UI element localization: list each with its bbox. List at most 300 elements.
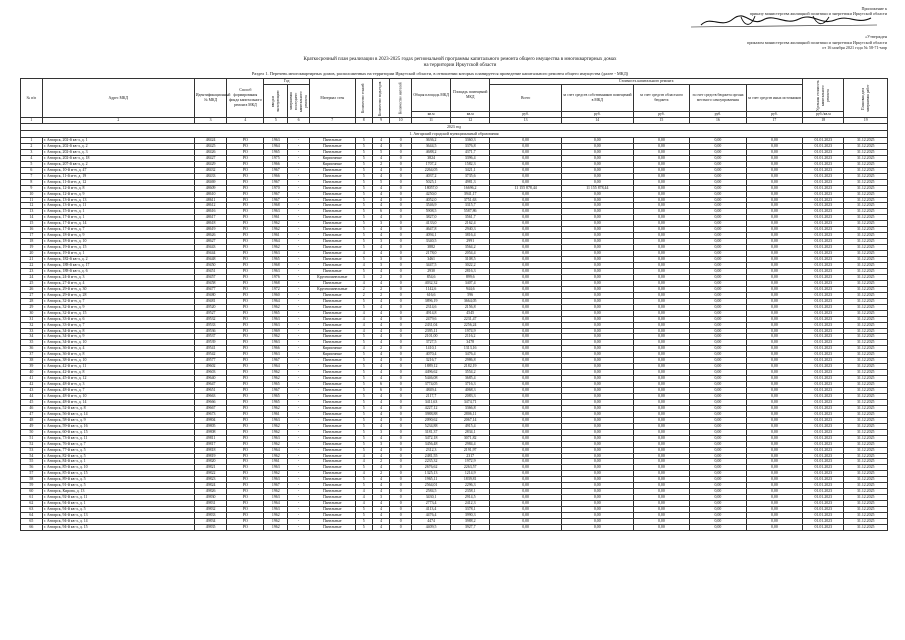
cell-house-id: 48429 (194, 161, 227, 167)
cell-entrances: 4 (372, 138, 389, 144)
cell-cost-region: 0,00 (633, 173, 689, 179)
cell-house-id: 49823 (194, 477, 227, 483)
cell-cost-local: 0,00 (690, 149, 746, 155)
cell-floors: 4 (355, 328, 372, 334)
cell-year-build: 1960 (264, 292, 288, 298)
cell-cost-region: 0,00 (633, 471, 689, 477)
cell-row-num: 53 (21, 447, 43, 453)
cell-planned-date: 31.12.2025 (844, 251, 888, 257)
cell-year-build: 1963 (264, 340, 288, 346)
cell-cost-owners: 0,00 (561, 405, 633, 411)
cell-cost-owners: 11 155 878,44 (561, 185, 633, 191)
cell-cost-owners: 0,00 (561, 143, 633, 149)
cell-area-living: 4915,4 (451, 423, 490, 429)
document-title (190, 57, 730, 70)
cell-year-build: 1967 (264, 483, 288, 489)
register-table (20, 78, 888, 531)
cell-area-living: 2162,4 (451, 221, 490, 227)
cell-cost-owners: 0,00 (561, 161, 633, 167)
cell-entrances: 4 (372, 447, 389, 453)
cell-floors: 5 (355, 143, 372, 149)
cell-planned-date: 31.12.2025 (844, 274, 888, 280)
cell-house-id: 49602 (194, 364, 227, 370)
cell-address: г. Ангарск, 45-й м-н, д. 12 (42, 376, 194, 382)
cell-cost-other: 0,00 (746, 352, 803, 358)
cell-row-num: 50 (21, 429, 43, 435)
cell-entrances: 4 (372, 417, 389, 423)
cell-year-build: 1967 (264, 191, 288, 197)
cell-floors: 5 (355, 304, 372, 310)
cell-cost-region: 0,00 (633, 263, 689, 269)
col-specific-cost: Удельная стоимость капитального ремонта (803, 79, 844, 112)
cell-start-date: 01.01.2023 (803, 292, 844, 298)
table-row (21, 524, 888, 530)
cell-address: г. Ангарск, 188-й кв-л, д. 6 (42, 268, 194, 274)
cell-year-last-repair: - (288, 161, 310, 167)
cell-cost-total: 0,00 (490, 167, 562, 173)
cell-cost-region: 0,00 (633, 268, 689, 274)
cell-wall-material: Панельные (309, 197, 355, 203)
cell-house-id: 48432 (194, 167, 227, 173)
cell-fund-method: РО (227, 304, 264, 310)
cell-cost-owners: 0,00 (561, 411, 633, 417)
cell-year-last-repair: - (288, 286, 310, 292)
cell-row-num: 4 (21, 155, 43, 161)
cell-area-total: 1410,1 (412, 346, 451, 352)
cell-entrances: 4 (372, 203, 389, 209)
cell-cost-local: 0,00 (690, 376, 746, 382)
cell-planned-date: 31.12.2025 (844, 233, 888, 239)
cell-start-date: 01.01.2023 (803, 477, 844, 483)
cell-planned-date: 31.12.2025 (844, 239, 888, 245)
cell-cost-region: 0,00 (633, 215, 689, 221)
cell-floors: 5 (355, 245, 372, 251)
cell-entrances: 4 (372, 268, 389, 274)
cell-fund-method: РО (227, 364, 264, 370)
cell-row-num: 62 (21, 501, 43, 507)
cell-floors: 5 (355, 191, 372, 197)
cell-address: г. Ангарск, 182-й кв-л, д. 2 (42, 257, 194, 263)
cell-house-id: 49536 (194, 328, 227, 334)
cell-year-build: 1972 (264, 286, 288, 292)
cell-fund-method: РО (227, 149, 264, 155)
cell-cost-region: 0,00 (633, 155, 689, 161)
cell-house-id: 49808 (194, 429, 227, 435)
cell-year-build: 1964 (264, 364, 288, 370)
cell-year-build: 1962 (264, 429, 288, 435)
cell-wall-material: Панельные (309, 513, 355, 519)
cell-house-id: 49824 (194, 483, 227, 489)
cell-cost-total: 0,00 (490, 370, 562, 376)
cell-start-date: 01.01.2023 (803, 286, 844, 292)
cell-house-id: 49666 (194, 399, 227, 405)
cell-start-date: 01.01.2023 (803, 388, 844, 394)
cell-row-num: 43 (21, 388, 43, 394)
cell-cost-other: 0,00 (746, 495, 803, 501)
cell-house-id: 49651 (194, 388, 227, 394)
cell-area-total: 3461 (412, 257, 451, 263)
cell-cost-owners: 0,00 (561, 316, 633, 322)
cell-wall-material: Панельные (309, 524, 355, 530)
cell-cost-local: 0,00 (690, 370, 746, 376)
cell-start-date: 01.01.2023 (803, 143, 844, 149)
cell-floors: 4 (355, 495, 372, 501)
col-year-build: ввода в эксплуатацию (264, 85, 288, 118)
cell-row-num: 33 (21, 328, 43, 334)
cell-cost-other: 0,00 (746, 138, 803, 144)
cell-area-living: 944,6 (451, 286, 490, 292)
cell-start-date: 01.01.2023 (803, 447, 844, 453)
unit-specific-cost: руб./кв.м (803, 112, 844, 118)
cell-cost-local: 0,00 (690, 245, 746, 251)
cell-wall-material: Панельные (309, 316, 355, 322)
cell-cost-owners: 0,00 (561, 257, 633, 263)
cell-floors: 5 (355, 519, 372, 525)
cell-area-living: 2067,14 (451, 417, 490, 423)
cell-cost-owners: 0,00 (561, 471, 633, 477)
cell-fund-method: РО (227, 382, 264, 388)
cell-cost-local: 0,00 (690, 405, 746, 411)
cell-cost-total: 0,00 (490, 358, 562, 364)
cell-wall-material: Панельные (309, 143, 355, 149)
cell-fund-method: РО (227, 334, 264, 340)
cell-fund-method: РО (227, 399, 264, 405)
column-number: 15 (633, 118, 689, 124)
col-cost-region: за счет средств областного бюджета (633, 85, 689, 112)
cell-cost-local: 0,00 (690, 346, 746, 352)
cell-planned-date: 31.12.2025 (844, 173, 888, 179)
cell-row-num: 1 (21, 138, 43, 144)
cell-fund-method: РО (227, 453, 264, 459)
cell-start-date: 01.01.2023 (803, 513, 844, 519)
cell-floors: 5 (355, 179, 372, 185)
cell-house-id: 49835 (194, 524, 227, 530)
cell-floors: 2 (355, 286, 372, 292)
cell-floors: 5 (355, 405, 372, 411)
cell-area-living: 3735,6 (451, 173, 490, 179)
cell-cost-other: 0,00 (746, 364, 803, 370)
cell-row-num: 38 (21, 358, 43, 364)
cell-residents: 0 (390, 513, 412, 519)
cell-house-id: 49831 (194, 501, 227, 507)
cell-cost-owners: 0,00 (561, 447, 633, 453)
cell-area-living: 3108,5 (451, 257, 490, 263)
cell-cost-total: 0,00 (490, 334, 562, 340)
cell-planned-date: 31.12.2025 (844, 352, 888, 358)
cell-area-total: 2431,04 (412, 322, 451, 328)
cell-fund-method: РО (227, 197, 264, 203)
cell-wall-material: Панельные (309, 429, 355, 435)
cell-cost-total: 0,00 (490, 417, 562, 423)
cell-address: г. Ангарск, 91-й кв-л, д. 5 (42, 483, 194, 489)
cell-year-build: 1962 (264, 471, 288, 477)
section-group-row (21, 131, 888, 138)
cell-cost-region: 0,00 (633, 453, 689, 459)
cell-address: г. Ангарск, 32-й м-н, д. 9 (42, 304, 194, 310)
cell-wall-material: Панельные (309, 292, 355, 298)
cell-cost-other: 0,00 (746, 298, 803, 304)
cell-cost-total: 0,00 (490, 268, 562, 274)
cell-row-num: 66 (21, 524, 43, 530)
cell-row-num: 60 (21, 489, 43, 495)
cell-cost-other: 0,00 (746, 268, 803, 274)
cell-cost-other: 0,00 (746, 405, 803, 411)
cell-cost-local: 0,00 (690, 167, 746, 173)
cell-residents: 0 (390, 477, 412, 483)
cell-wall-material: Панельные (309, 435, 355, 441)
cell-cost-other: 0,00 (746, 382, 803, 388)
cell-cost-other: 0,00 (746, 322, 803, 328)
cell-row-num: 57 (21, 471, 43, 477)
cell-row-num: 24 (21, 274, 43, 280)
section-group: 1. Ангарский городской муниципальный образования (21, 131, 888, 138)
cell-area-living: 3988,2 (451, 519, 490, 525)
cell-residents: 0 (390, 370, 412, 376)
cell-cost-local: 0,00 (690, 185, 746, 191)
cell-residents: 0 (390, 340, 412, 346)
cell-cost-other: 0,00 (746, 173, 803, 179)
cell-wall-material: Панельные (309, 477, 355, 483)
cell-address: г. Ангарск, 34-й м-н, д. 8 (42, 328, 194, 334)
cell-cost-total: 0,00 (490, 423, 562, 429)
cell-planned-date: 31.12.2025 (844, 495, 888, 501)
cell-row-num: 37 (21, 352, 43, 358)
column-number: 14 (561, 118, 633, 124)
cell-house-id: 49821 (194, 465, 227, 471)
section-year-row (21, 124, 888, 131)
cell-cost-region: 0,00 (633, 179, 689, 185)
cell-wall-material: Кирпичные (309, 155, 355, 161)
cell-cost-total: 0,00 (490, 495, 562, 501)
cell-cost-owners: 0,00 (561, 251, 633, 257)
cell-residents: 0 (390, 322, 412, 328)
cell-area-total: 4688,2 (412, 149, 451, 155)
cell-area-total: 1325,13 (412, 471, 451, 477)
column-number: 17 (746, 118, 803, 124)
cell-year-build: 1962 (264, 453, 288, 459)
cell-cost-owners: 0,00 (561, 227, 633, 233)
cell-cost-local: 0,00 (690, 197, 746, 203)
cell-start-date: 01.01.2023 (803, 263, 844, 269)
cell-year-build: 1962 (264, 376, 288, 382)
cell-year-build: 1961 (264, 215, 288, 221)
cell-area-living: 2256,24 (451, 322, 490, 328)
cell-address: г. Ангарск, 11-й м-н, д. 12 (42, 179, 194, 185)
cell-year-build: 1967 (264, 179, 288, 185)
cell-address: г. Ангарск, 48-й м-н, д. 3 (42, 382, 194, 388)
cell-cost-owners: 0,00 (561, 215, 633, 221)
cell-cost-other: 0,00 (746, 358, 803, 364)
cell-start-date: 01.01.2023 (803, 471, 844, 477)
cell-floors: 4 (355, 263, 372, 269)
cell-row-num: 29 (21, 304, 43, 310)
cell-wall-material: Панельные (309, 149, 355, 155)
cell-house-id: 49477 (194, 286, 227, 292)
cell-start-date: 01.01.2023 (803, 334, 844, 340)
cell-planned-date: 31.12.2025 (844, 138, 888, 144)
cell-cost-other: 0,00 (746, 179, 803, 185)
cell-fund-method: РО (227, 501, 264, 507)
cell-cost-local: 0,00 (690, 453, 746, 459)
cell-address: г. Ангарск, 34-й м-н, д. 9 (42, 334, 194, 340)
cell-year-last-repair: - (288, 507, 310, 513)
cell-planned-date: 31.12.2025 (844, 286, 888, 292)
cell-cost-other: 0,00 (746, 280, 803, 286)
cell-area-total: 3644,5 (412, 143, 451, 149)
column-number: 16 (690, 118, 746, 124)
unit-cost-other: руб. (746, 112, 803, 118)
cell-floors: 5 (355, 524, 372, 530)
cell-area-total: 3727,5 (412, 340, 451, 346)
cell-residents: 0 (390, 411, 412, 417)
cell-area-living: 2296,3 (451, 483, 490, 489)
cell-cost-other: 0,00 (746, 227, 803, 233)
cell-cost-other: 0,00 (746, 489, 803, 495)
cell-cost-owners: 0,00 (561, 322, 633, 328)
cell-address: г. Ангарск, 60-й кв-л, д. 15 (42, 429, 194, 435)
cell-row-num: 10 (21, 191, 43, 197)
cell-floors: 5 (355, 138, 372, 144)
cell-year-build: 1962 (264, 227, 288, 233)
cell-cost-other: 0,00 (746, 251, 803, 257)
cell-residents: 0 (390, 352, 412, 358)
cell-row-num: 7 (21, 173, 43, 179)
cell-cost-other: 0,00 (746, 417, 803, 423)
cell-cost-owners: 0,00 (561, 459, 633, 465)
cell-cost-owners: 0,00 (561, 340, 633, 346)
cell-year-last-repair: - (288, 405, 310, 411)
cell-area-total: 4476,4 (412, 513, 451, 519)
cell-year-build: 1962 (264, 334, 288, 340)
cell-planned-date: 31.12.2025 (844, 507, 888, 513)
cell-wall-material: Крупнопанельные (309, 286, 355, 292)
cell-floors: 4 (355, 280, 372, 286)
cell-residents: 0 (390, 495, 412, 501)
cell-cost-local: 0,00 (690, 143, 746, 149)
cell-cost-owners: 0,00 (561, 286, 633, 292)
cell-fund-method: РО (227, 441, 264, 447)
cell-cost-other: 0,00 (746, 513, 803, 519)
cell-cost-total: 0,00 (490, 429, 562, 435)
cell-wall-material: Панельные (309, 239, 355, 245)
cell-planned-date: 31.12.2025 (844, 483, 888, 489)
cell-entrances: 4 (372, 411, 389, 417)
cell-entrances: 3 (372, 263, 389, 269)
cell-cost-local: 0,00 (690, 382, 746, 388)
cell-floors: 4 (355, 489, 372, 495)
cell-area-total: 1889,12 (412, 364, 451, 370)
cell-house-id: 49541 (194, 346, 227, 352)
cell-year-build: 1967 (264, 358, 288, 364)
cell-year-build: 1970 (264, 185, 288, 191)
cell-cost-total: 0,00 (490, 298, 562, 304)
cell-year-build: 1962 (264, 370, 288, 376)
cell-house-id: 49577 (194, 358, 227, 364)
cell-cost-total: 0,00 (490, 477, 562, 483)
cell-entrances: 6 (372, 209, 389, 215)
cell-floors: 4 (355, 471, 372, 477)
cell-year-last-repair: - (288, 411, 310, 417)
cell-cost-owners: 0,00 (561, 388, 633, 394)
cell-row-num: 16 (21, 227, 43, 233)
cell-fund-method: РО (227, 495, 264, 501)
cell-cost-region: 0,00 (633, 340, 689, 346)
cell-fund-method: РО (227, 471, 264, 477)
cell-fund-method: РО (227, 322, 264, 328)
cell-year-last-repair: - (288, 179, 310, 185)
cell-year-build: 1965 (264, 310, 288, 316)
cell-floors: 4 (355, 251, 372, 257)
cell-area-total: 4094,1 (412, 233, 451, 239)
cell-floors: 5 (355, 257, 372, 263)
cell-year-build: 1963 (264, 138, 288, 144)
cell-wall-material: Кирпичные (309, 346, 355, 352)
cell-fund-method: РО (227, 411, 264, 417)
cell-year-last-repair: - (288, 393, 310, 399)
cell-address: г. Ангарск, 92-й кв-л, д. 11 (42, 495, 194, 501)
cell-start-date: 01.01.2023 (803, 441, 844, 447)
cell-area-total: 3456,48 (412, 441, 451, 447)
cell-address: г. Ангарск, 17-й м-н, д. 1 (42, 215, 194, 221)
cell-cost-owners: 0,00 (561, 489, 633, 495)
cell-area-total: 2235,32 (412, 459, 451, 465)
cell-year-last-repair: - (288, 441, 310, 447)
cell-planned-date: 31.12.2025 (844, 322, 888, 328)
cell-residents: 0 (390, 233, 412, 239)
cell-planned-date: 31.12.2025 (844, 257, 888, 263)
cell-cost-local: 0,00 (690, 340, 746, 346)
cell-cost-other: 0,00 (746, 334, 803, 340)
col-area-total: Общая площадь МКД (412, 79, 451, 112)
cell-cost-owners: 0,00 (561, 370, 633, 376)
col-cost-total: Всего (490, 85, 562, 112)
cell-planned-date: 31.12.2025 (844, 393, 888, 399)
cell-cost-region: 0,00 (633, 322, 689, 328)
cell-area-total: 4113,4 (412, 507, 451, 513)
cell-residents: 0 (390, 316, 412, 322)
cell-start-date: 01.01.2023 (803, 358, 844, 364)
cell-cost-owners: 0,00 (561, 233, 633, 239)
cell-floors: 5 (355, 340, 372, 346)
cell-year-last-repair: - (288, 316, 310, 322)
column-number: 9 (372, 118, 389, 124)
cell-cost-total: 0,00 (490, 179, 562, 185)
cell-cost-owners: 0,00 (561, 519, 633, 525)
cell-cost-total: 0,00 (490, 447, 562, 453)
cell-entrances: 4 (372, 358, 389, 364)
cell-cost-region: 0,00 (633, 382, 689, 388)
cell-address: г. Ангарск, 12-й м-н, д. 8 (42, 185, 194, 191)
cell-cost-local: 0,00 (690, 513, 746, 519)
cell-cost-other: 0,00 (746, 245, 803, 251)
cell-cost-region: 0,00 (633, 376, 689, 382)
cell-entrances: 4 (372, 334, 389, 340)
cell-cost-region: 0,00 (633, 334, 689, 340)
cell-area-living: 3561,7 (451, 215, 490, 221)
cell-cost-owners: 0,00 (561, 393, 633, 399)
cell-year-build: 1964 (264, 239, 288, 245)
cell-entrances: 4 (372, 173, 389, 179)
cell-cost-owners: 0,00 (561, 376, 633, 382)
col-cost-local: за счет средств бюджета органа местного самоуправления (690, 85, 746, 112)
cell-start-date: 01.01.2023 (803, 155, 844, 161)
cell-cost-owners: 0,00 (561, 274, 633, 280)
cell-floors: 4 (355, 316, 372, 322)
column-number: 19 (844, 118, 888, 124)
cell-house-id: 49450 (194, 263, 227, 269)
cell-floors: 5 (355, 513, 372, 519)
cell-year-last-repair: - (288, 370, 310, 376)
